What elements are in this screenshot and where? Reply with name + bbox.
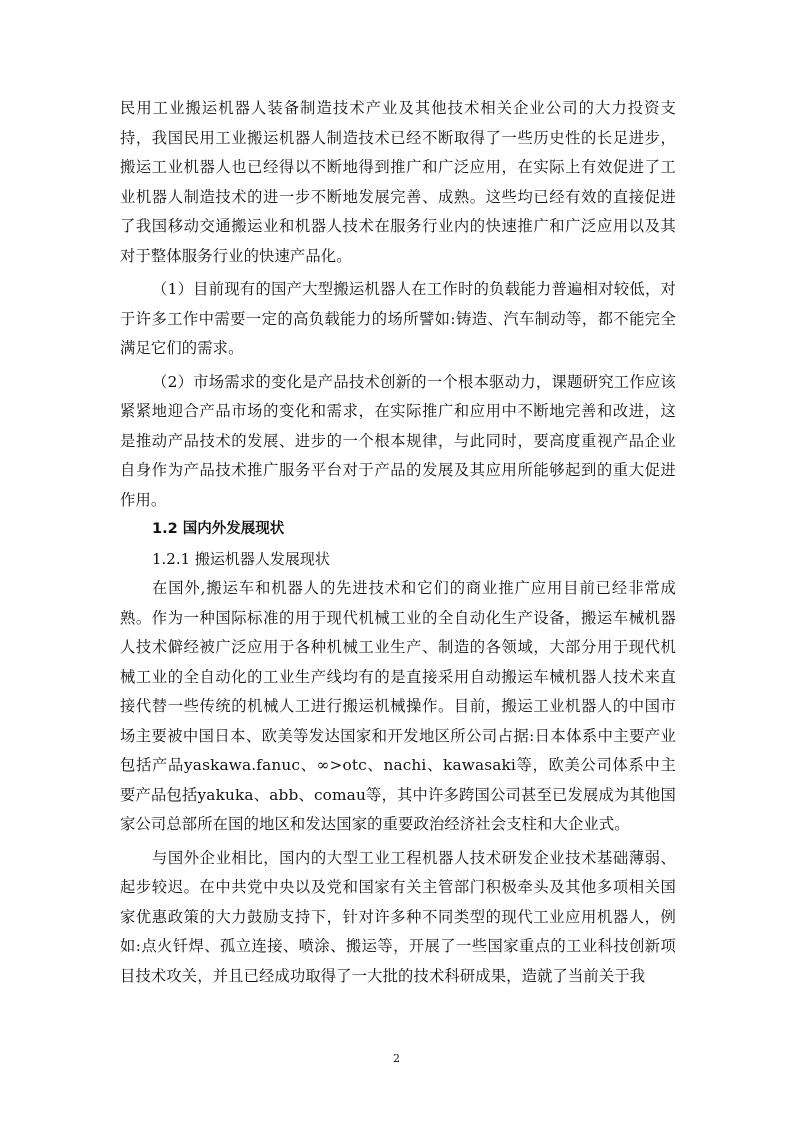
body-text [120, 94, 676, 991]
subsection-heading-1-2-1: 1.2.1 搬运机器人发展现状 [152, 549, 330, 568]
paragraph-foreign-status: 在国外,搬运车和机器人的先进技术和它们的商业推广应用目前已经非常成熟。作为一种国际标准的用于现代机械工业的全自动化生产设备，搬运车械机器人技术僻经被广泛应用于各种机械工业生产、制造的各领域，大部分用于现代机械工业的全自动化的工业生产线均有的是直接采用自动搬运车械机器人技术来直接代替一些传统的机械人工进行搬运机械操作。目前，搬运工业机器人的中国市场主要被中国日本、欧美等发达国家和开发地区所公司占据:日本体系中主要产业包括产品yaskawa.fanuc、∞>otc、nachi、kawasaki等，欧美公司体系中主要产品包括yakuka、abb、comau等，其中许多跨国公司甚至已发展成为其他国家公司总部所在国的地区和发达国家的重要政治经济社会支柱和大企业式。 [120, 579, 676, 833]
paragraph-point-1: （1）目前现有的国产大型搬运机器人在工作时的负载能力普遍相对较低，对于许多工作中需要一定的高负载能力的场所譬如:铸造、汽车制动等，都不能完全满足它们的需求。 [120, 280, 676, 357]
section-heading-1-2: 1.2 国内外发展现状 [152, 521, 285, 537]
paragraph-intro-continuation: 民用工业搬运机器人装备制造技术产业及其他技术相关企业公司的大力投资支持，我国民用工业搬运机器人制造技术已经不断取得了一些历史性的长足进步，搬运工业机器人也已经得以不断地得到推广和广泛应用，在实际上有效促进了工业机器人制造技术的进一步不断地发展完善、成熟。这些均已经有效的直接促进了我国移动交通搬运业和机器人技术在服务行业内的快速推广和广泛应用以及其对于整体服务行业的快速产品化。 [120, 99, 676, 265]
paragraph-point-2: （2）市场需求的变化是产品技术创新的一个根本驱动力，课题研究工作应该紧紧地迎合产品市场的变化和需求，在实际推广和应用中不断地完善和改进，这是推动产品技术的发展、进步的一个根本规律，与此同时，要高度重视产品企业自身作为产品技术推广服务平台对于产品的发展及其应用所能够起到的重大促进作用。 [120, 372, 676, 509]
paragraph-domestic-status: 与国外企业相比，国内的大型工业工程机器人技术研发企业技术基础薄弱、起步较迟。在中共党中央以及党和国家有关主管部门积极牵头及其他多项相关国家优惠政策的大力鼓励支持下，针对许多种不同类型的现代工业应用机器人，例如:点火钎焊、孤立连接、喷涂、搬运等，开展了一些国家重点的工业科技创新项目技术攻关，并且已经成功取得了一大批的技术科研成果，造就了当前关于我 [120, 848, 676, 985]
page-number: 2 [393, 1052, 400, 1065]
